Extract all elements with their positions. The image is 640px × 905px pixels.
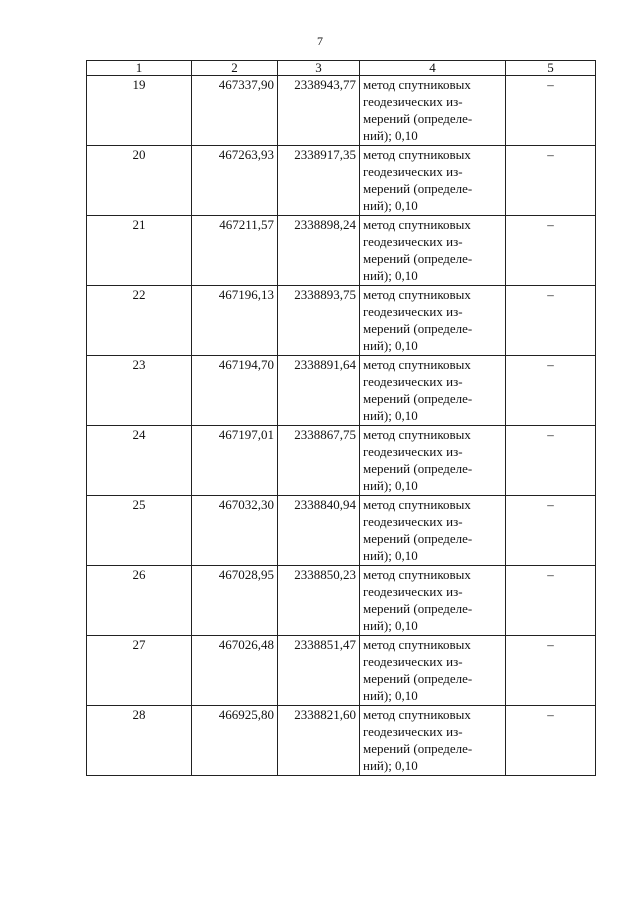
method-line: мерений (определе- [363,461,473,476]
column-5-value: – [506,706,596,776]
coordinate-y: 2338898,24 [278,216,360,286]
method-line: ний); 0,10 [363,268,418,283]
method-line: мерений (определе- [363,391,473,406]
method-line: ний); 0,10 [363,688,418,703]
column-header-1: 1 [87,61,192,76]
method-line: геодезических из- [363,164,463,179]
method-description [360,636,506,706]
method-line: ний); 0,10 [363,198,418,213]
coordinate-y: 2338840,94 [278,496,360,566]
column-5-value: – [506,636,596,706]
coordinate-x: 467028,95 [192,566,278,636]
column-5-value: – [506,566,596,636]
coordinate-x: 467263,93 [192,146,278,216]
point-number: 22 [87,286,192,356]
method-line: метод спутниковых [363,77,471,92]
column-5-value: – [506,216,596,286]
point-number: 28 [87,706,192,776]
column-5-value: – [506,356,596,426]
column-5-value: – [506,146,596,216]
table-header-row [87,61,596,76]
method-line: геодезических из- [363,304,463,319]
method-line: геодезических из- [363,234,463,249]
point-number: 19 [87,76,192,146]
method-line: геодезических из- [363,444,463,459]
point-number: 26 [87,566,192,636]
table-row [87,566,596,636]
method-line: мерений (определе- [363,251,473,266]
method-description [360,76,506,146]
method-line: геодезических из- [363,94,463,109]
coordinate-y: 2338867,75 [278,426,360,496]
method-line: геодезических из- [363,584,463,599]
method-line: мерений (определе- [363,111,473,126]
coordinate-y: 2338891,64 [278,356,360,426]
table-row [87,216,596,286]
method-description [360,496,506,566]
method-description [360,286,506,356]
table-row [87,706,596,776]
column-header-4: 4 [360,61,506,76]
table-row [87,636,596,706]
method-line: ний); 0,10 [363,128,418,143]
method-description [360,566,506,636]
coordinate-x: 467032,30 [192,496,278,566]
point-number: 23 [87,356,192,426]
method-line: мерений (определе- [363,181,473,196]
table-row [87,146,596,216]
method-line: геодезических из- [363,514,463,529]
point-number: 21 [87,216,192,286]
point-number: 27 [87,636,192,706]
column-header-5: 5 [506,61,596,76]
page-number: 7 [317,34,323,48]
point-number: 24 [87,426,192,496]
method-line: мерений (определе- [363,531,473,546]
coordinate-y: 2338851,47 [278,636,360,706]
coordinate-y: 2338893,75 [278,286,360,356]
method-line: мерений (определе- [363,601,473,616]
table-row [87,426,596,496]
method-line: ний); 0,10 [363,338,418,353]
point-number: 20 [87,146,192,216]
coordinate-x: 467196,13 [192,286,278,356]
coordinate-x: 467337,90 [192,76,278,146]
coordinate-x: 467197,01 [192,426,278,496]
method-line: метод спутниковых [363,637,471,652]
method-line: метод спутниковых [363,217,471,232]
table-row [87,496,596,566]
method-line: ний); 0,10 [363,478,418,493]
coordinate-x: 467026,48 [192,636,278,706]
method-description [360,356,506,426]
column-5-value: – [506,286,596,356]
method-line: геодезических из- [363,654,463,669]
coordinate-y: 2338850,23 [278,566,360,636]
coordinate-y: 2338917,35 [278,146,360,216]
coordinate-y: 2338943,77 [278,76,360,146]
method-description [360,706,506,776]
coordinates-table [86,60,596,776]
method-line: ний); 0,10 [363,758,418,773]
method-line: метод спутниковых [363,707,471,722]
method-line: мерений (определе- [363,671,473,686]
method-line: геодезических из- [363,724,463,739]
method-line: ний); 0,10 [363,408,418,423]
method-line: метод спутниковых [363,147,471,162]
coordinate-x: 466925,80 [192,706,278,776]
column-5-value: – [506,426,596,496]
method-line: метод спутниковых [363,427,471,442]
column-header-3: 3 [278,61,360,76]
coordinate-y: 2338821,60 [278,706,360,776]
method-line: мерений (определе- [363,321,473,336]
column-5-value: – [506,76,596,146]
table-row [87,286,596,356]
column-header-2: 2 [192,61,278,76]
point-number: 25 [87,496,192,566]
method-description [360,426,506,496]
method-line: геодезических из- [363,374,463,389]
method-description [360,146,506,216]
method-description [360,216,506,286]
method-line: метод спутниковых [363,497,471,512]
table-row [87,356,596,426]
method-line: метод спутниковых [363,357,471,372]
table-row [87,76,596,146]
method-line: ний); 0,10 [363,618,418,633]
method-line: мерений (определе- [363,741,473,756]
method-line: ний); 0,10 [363,548,418,563]
column-5-value: – [506,496,596,566]
method-line: метод спутниковых [363,287,471,302]
coordinate-x: 467194,70 [192,356,278,426]
method-line: метод спутниковых [363,567,471,582]
coordinate-x: 467211,57 [192,216,278,286]
